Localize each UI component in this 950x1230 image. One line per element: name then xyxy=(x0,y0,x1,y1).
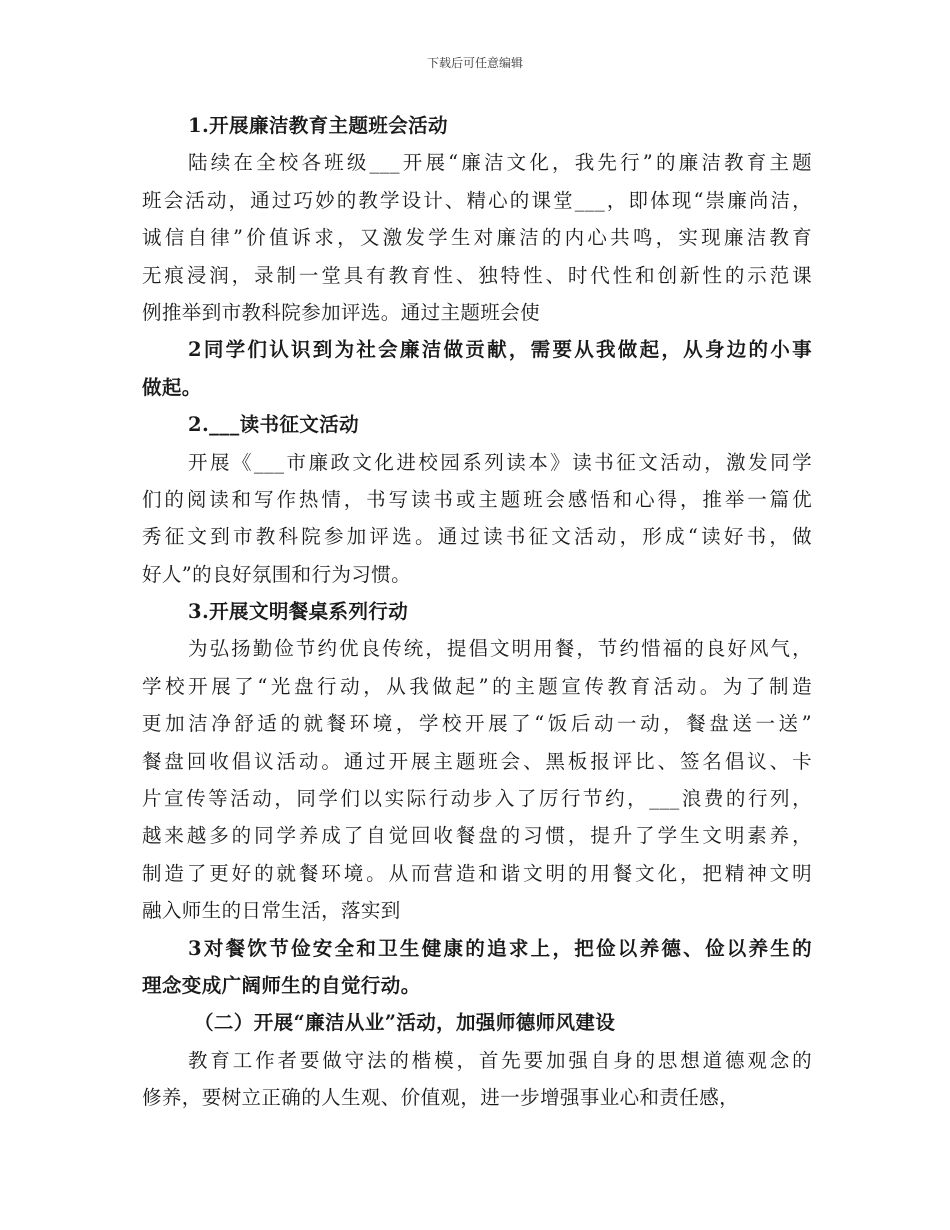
paragraph-line: 秀征文到市教科院参加评选。通过读书征文活动，形成“读好书，做 xyxy=(142,525,812,549)
paragraph-line: 教育工作者要做守法的楷模，首先要加强自身的思想道德观念的 xyxy=(188,1048,812,1072)
bold-paragraph-frugality xyxy=(142,930,812,1005)
paragraph-line: 3对餐饮节俭安全和卫生健康的追求上，把俭以养德、俭以养生的 xyxy=(188,936,812,960)
paragraph-class-meeting xyxy=(142,144,812,331)
paragraph-line: 越来越多的同学养成了自觉回收餐盘的习惯，提升了学生文明素养， xyxy=(142,824,812,848)
section-heading-reading-essay: 2.___读书征文活动 xyxy=(188,413,360,437)
paragraph-line: 班会活动，通过巧妙的教学设计、精心的课堂___，即体现“崇廉尚洁， xyxy=(142,188,812,212)
paragraph-line: 修养，要树立正确的人生观、价值观，进一步增强事业心和责任感， xyxy=(142,1086,740,1110)
paragraph-dining xyxy=(142,630,812,929)
paragraph-line: 诚信自律”价值诉求，又激发学生对廉洁的内心共鸣，实现廉洁教育 xyxy=(142,226,812,250)
subsection-heading-integrity-practice: （二）开展“廉洁从业”活动，加强师德师风建设 xyxy=(194,1011,616,1035)
paragraph-line: 学校开展了“光盘行动，从我做起”的主题宣传教育活动。为了制造 xyxy=(142,674,812,698)
paragraph-line: 餐盘回收倡议活动。通过开展主题班会、黑板报评比、签名倡议、卡 xyxy=(142,749,812,773)
page-header: 下载后可任意编辑 xyxy=(426,56,523,70)
paragraph-line: 为弘扬勤俭节约优良传统，提倡文明用餐，节约惜福的良好风气， xyxy=(188,637,812,661)
bold-paragraph-integrity xyxy=(142,331,812,406)
paragraph-line: 做起。 xyxy=(142,375,202,399)
paragraph-line: 们的阅读和写作热情，书写读书或主题班会感悟和心得，推举一篇优 xyxy=(142,487,812,511)
paragraph-line: 无痕浸润，录制一堂具有教育性、独特性、时代性和创新性的示范课 xyxy=(142,263,812,287)
section-heading-class-meeting: 1.开展廉洁教育主题班会活动 xyxy=(188,114,448,137)
paragraph-line: 开展《___市廉政文化进校园系列读本》读书征文活动，激发同学 xyxy=(188,450,812,474)
paragraph-line: 陆续在全校各班级___开展“廉洁文化，我先行”的廉洁教育主题 xyxy=(188,151,812,175)
paragraph-teacher-ethics xyxy=(142,1042,812,1117)
paragraph-line: 片宣传等活动，同学们以实际行动步入了厉行节约，___浪费的行列， xyxy=(142,787,812,811)
paragraph-reading-essay xyxy=(142,444,812,594)
paragraph-line: 理念变成广阔师生的自觉行动。 xyxy=(142,973,421,997)
document-body xyxy=(142,107,812,1117)
paragraph-line: 融入师生的日常生活，落实到 xyxy=(142,899,401,923)
paragraph-line: 更加洁净舒适的就餐环境，学校开展了“饭后动一动，餐盘送一送” xyxy=(142,712,812,736)
paragraph-line: 例推举到市教科院参加评选。通过主题班会使 xyxy=(142,300,541,324)
paragraph-line: 好人”的良好氛围和行为习惯。 xyxy=(142,562,412,586)
paragraph-line: 制造了更好的就餐环境。从而营造和谐文明的用餐文化，把精神文明 xyxy=(142,861,812,885)
section-heading-dining: 3.开展文明餐桌系列行动 xyxy=(188,600,409,624)
paragraph-line: 2同学们认识到为社会廉洁做贡献，需要从我做起，从身边的小事 xyxy=(188,338,812,362)
